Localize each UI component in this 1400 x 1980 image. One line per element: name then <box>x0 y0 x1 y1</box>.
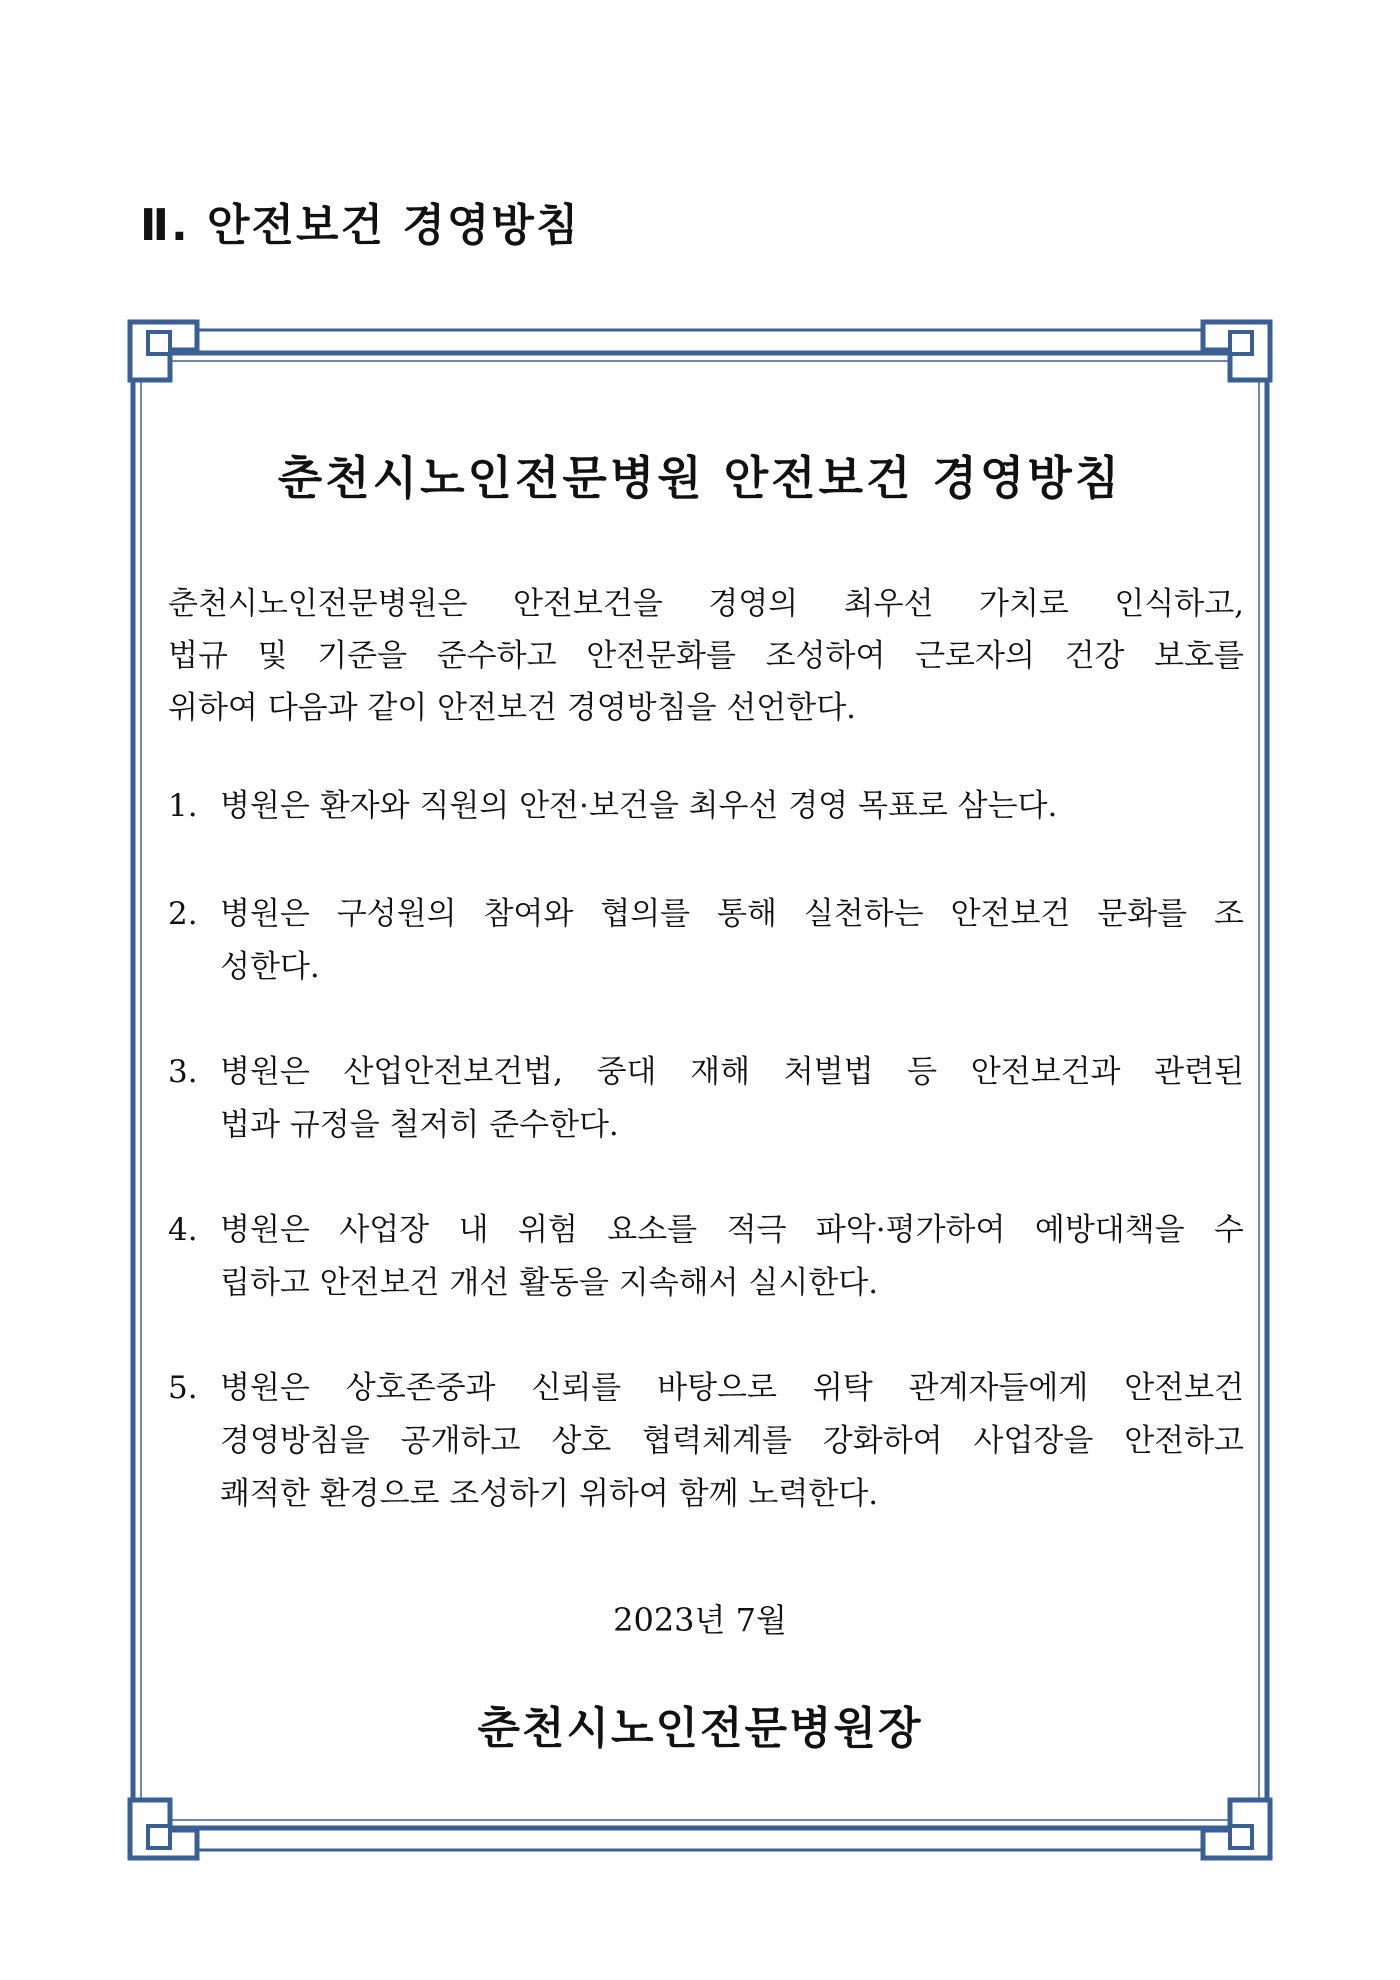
policy-number: 3. <box>168 1054 198 1090</box>
policy-line: 병원은 사업장 내 위험 요소를 적극 파악·평가하여 예방대책을 수 <box>220 1212 1244 1248</box>
policy-item <box>168 1204 1244 1310</box>
policy-number: 1. <box>168 788 198 824</box>
policy-line: 법과 규정을 철저히 준수한다. <box>220 1107 619 1143</box>
policy-line: 병원은 산업안전보건법, 중대 재해 처벌법 등 안전보건과 관련된 <box>220 1054 1244 1090</box>
policy-item <box>168 1362 1244 1521</box>
policy-line: 경영방침을 공개하고 상호 협력체계를 강화하여 사업장을 안전하고 <box>220 1423 1244 1459</box>
intro-line: 법규 및 기준을 준수하고 안전문화를 조성하여 근로자의 건강 보호를 <box>168 638 1244 674</box>
policy-item <box>168 888 1244 994</box>
intro-line: 위하여 다음과 같이 안전보건 경영방침을 선언한다. <box>168 690 856 726</box>
document-date: 2023년 7월 <box>613 1601 787 1639</box>
policy-line: 병원은 환자와 직원의 안전·보건을 최우선 경영 목표로 삼는다. <box>220 788 1058 824</box>
policy-line: 병원은 상호존중과 신뢰를 바탕으로 위탁 관계자들에게 안전보건 <box>220 1370 1244 1406</box>
intro-line: 춘천시노인전문병원은 안전보건을 경영의 최우선 가치로 인식하고, <box>168 586 1244 622</box>
policy-item <box>168 780 1244 833</box>
policy-number: 4. <box>168 1212 198 1248</box>
policy-number: 5. <box>168 1370 198 1406</box>
policy-line: 쾌적한 환경으로 조성하기 위하여 함께 노력한다. <box>220 1476 879 1512</box>
policy-line: 성한다. <box>220 949 320 985</box>
policy-line: 립하고 안전보건 개선 활동을 지속해서 실시한다. <box>220 1265 879 1301</box>
document-signer: 춘천시노인전문병원장 <box>477 1703 923 1754</box>
intro-paragraph <box>168 578 1244 734</box>
policy-number: 2. <box>168 896 198 932</box>
section-heading: Ⅱ. 안전보건 경영방침 <box>140 200 581 251</box>
policy-item <box>168 1046 1244 1152</box>
document-title: 춘천시노인전문병원 안전보건 경영방침 <box>277 451 1123 505</box>
policy-line: 병원은 구성원의 참여와 협의를 통해 실천하는 안전보건 문화를 조 <box>220 896 1244 932</box>
